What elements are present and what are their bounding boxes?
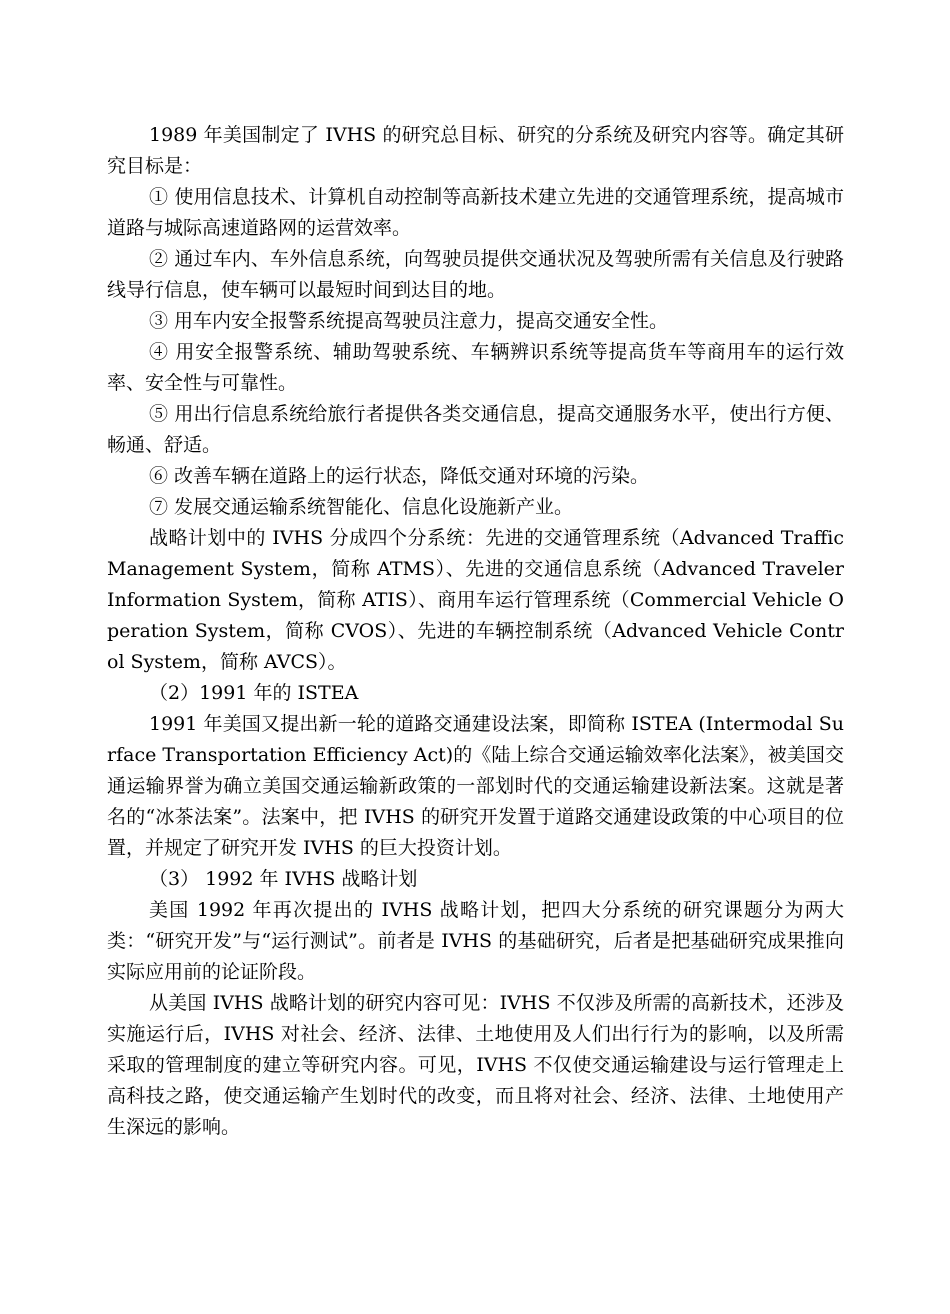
document-page xyxy=(107,120,844,1143)
paragraph-istea: 1991 年美国又提出新一轮的道路交通建设法案，即简称 ISTEA (Intermodal Surface Transportation Efficiency Act)的《陆上综合交通运输效率化法案》，被美国交通运输界誉为确立美国交通运输新政策的一部划时代的交通运输建设新法案。这就是著名的“冰茶法案”。法案中，把 IVHS 的研究开发置于道路交通建设政策的中心项目的位置，并规定了研究开发 IVHS 的巨大投资计划。 xyxy=(107,713,844,859)
goal-item-2: ② 通过车内、车外信息系统，向驾驶员提供交通状况及驾驶所需有关信息及行驶路线导行信息，使车辆可以最短时间到达目的地。 xyxy=(107,248,844,301)
goal-item-7: ⑦ 发展交通运输系统智能化、信息化设施新产业。 xyxy=(149,496,574,518)
goal-item-4: ④ 用安全报警系统、辅助驾驶系统、车辆辨识系统等提高货车等商用车的运行效率、安全性与可靠性。 xyxy=(107,341,844,394)
paragraph-subsystems: 战略计划中的 IVHS 分成四个分系统：先进的交通管理系统（Advanced Traffic Management System，简称 ATMS）、先进的交通信息系统（Advanced Traveler Information System，简称 ATIS）、商用车运行管理系统（Commercial Vehicle Operation System，简称 CVOS）、先进的车辆控制系统（Advanced Vehicle Control System，简称 AVCS）。 xyxy=(107,527,844,673)
section-heading-strategic-plan: （3） 1992 年 IVHS 战略计划 xyxy=(149,868,418,890)
goal-item-6: ⑥ 改善车辆在道路上的运行状态，降低交通对环境的污染。 xyxy=(149,465,650,487)
section-heading-istea: （2）1991 年的 ISTEA xyxy=(149,682,359,704)
goal-item-1: ① 使用信息技术、计算机自动控制等高新技术建立先进的交通管理系统，提高城市道路与城际高速道路网的运营效率。 xyxy=(107,186,844,239)
goal-item-5: ⑤ 用出行信息系统给旅行者提供各类交通信息，提高交通服务水平，使出行方便、畅通、舒适。 xyxy=(107,403,844,456)
paragraph-conclusion: 从美国 IVHS 战略计划的研究内容可见：IVHS 不仅涉及所需的高新技术，还涉及实施运行后，IVHS 对社会、经济、法律、土地使用及人们出行行为的影响，以及所需采取的管理制度的建立等研究内容。可见，IVHS 不仅使交通运输建设与运行管理走上高科技之路，使交通运输产生划时代的改变，而且将对社会、经济、法律、土地使用产生深远的影响。 xyxy=(107,992,844,1138)
goal-item-3: ③ 用车内安全报警系统提高驾驶员注意力，提高交通安全性。 xyxy=(149,310,669,332)
paragraph-strategic-plan: 美国 1992 年再次提出的 IVHS 战略计划，把四大分系统的研究课题分为两大类：“研究开发”与“运行测试”。前者是 IVHS 的基础研究，后者是把基础研究成果推向实际应用前的论证阶段。 xyxy=(107,899,844,983)
paragraph-intro: 1989 年美国制定了 IVHS 的研究总目标、研究的分系统及研究内容等。确定其研究目标是： xyxy=(107,124,844,177)
